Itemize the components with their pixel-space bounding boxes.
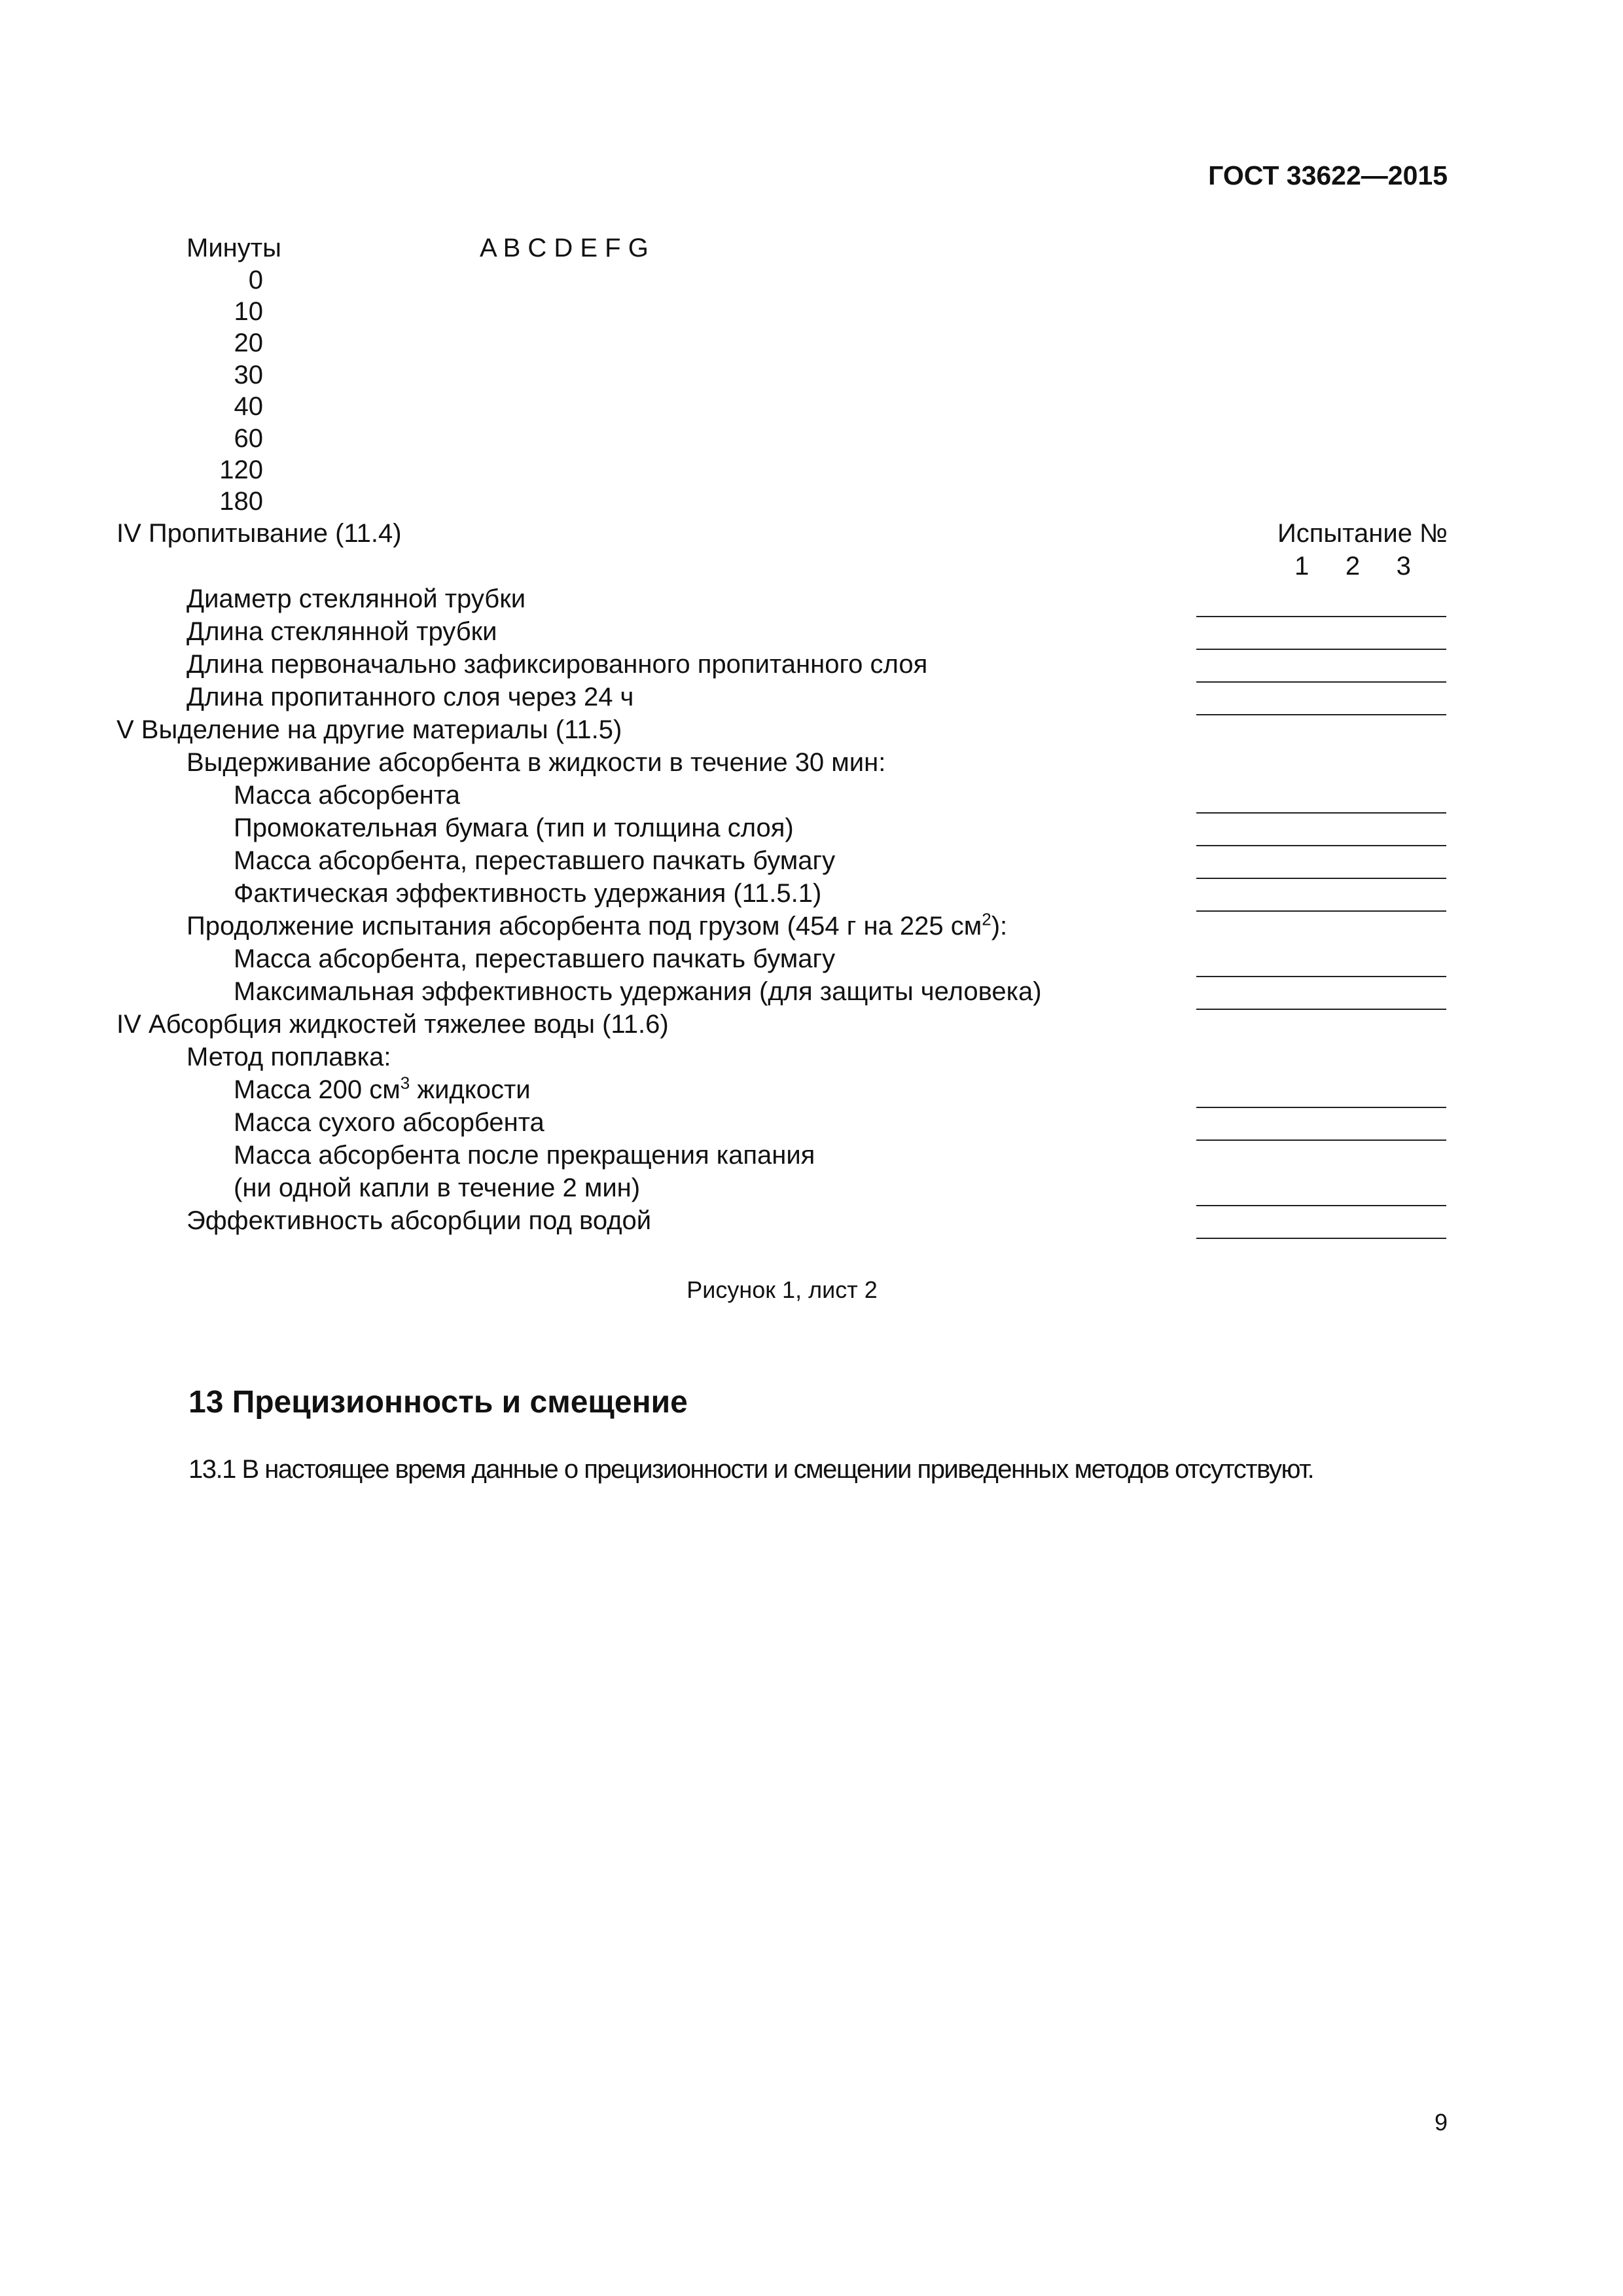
fill-line xyxy=(1196,649,1446,650)
form-row xyxy=(187,910,1007,942)
form-row-tail: жидкости xyxy=(410,1075,531,1104)
form-row: Фактическая эффективность удержания (11.5.1) xyxy=(234,879,822,908)
form-row: Масса абсорбента xyxy=(234,781,460,810)
page-number: 9 xyxy=(1434,2109,1448,2136)
minutes-value: 10 xyxy=(234,297,263,326)
form-row: Промокательная бумага (тип и толщина слоя) xyxy=(234,814,794,842)
fill-line xyxy=(1196,616,1446,617)
form-row: Длина стеклянной трубки xyxy=(187,617,497,646)
minutes-label: Минуты xyxy=(187,234,281,262)
section-title: 13 Прецизионность и смещение xyxy=(188,1385,688,1420)
fill-line xyxy=(1196,681,1446,683)
section-heading: V Выделение на другие материалы (11.5) xyxy=(116,715,622,744)
minutes-value: 120 xyxy=(219,456,263,484)
fill-line xyxy=(1196,910,1446,912)
fill-line xyxy=(1196,845,1446,846)
form-row xyxy=(234,1074,531,1105)
form-row: Максимальная эффективность удержания (для защиты человека) xyxy=(234,977,1042,1006)
section-paragraph: 13.1 В настоящее время данные о прецизионности и смещении приведенных методов отсутствуют. xyxy=(188,1455,1314,1484)
fill-line xyxy=(1196,976,1446,977)
form-row-text: Продолжение испытания абсорбента под грузом (454 г на 225 см xyxy=(187,912,982,941)
test-number-columns: 1 2 3 xyxy=(1294,552,1411,581)
form-row: Масса абсорбента после прекращения капания xyxy=(234,1141,815,1170)
superscript: 2 xyxy=(982,909,991,929)
minutes-value: 180 xyxy=(219,487,263,516)
superscript: 3 xyxy=(400,1073,410,1093)
minutes-value: 40 xyxy=(234,392,263,421)
form-row: Масса абсорбента, переставшего пачкать бумагу xyxy=(234,944,836,973)
form-row-text: Масса 200 см xyxy=(234,1075,401,1104)
fill-line xyxy=(1196,878,1446,879)
fill-line xyxy=(1196,1107,1446,1108)
fill-line xyxy=(1196,1139,1446,1141)
form-row: Масса сухого абсорбента xyxy=(234,1108,544,1137)
minutes-value: 30 xyxy=(234,361,263,389)
fill-line xyxy=(1196,1238,1446,1239)
section-heading: IV Пропитывание (11.4) xyxy=(116,519,402,548)
fill-line xyxy=(1196,1009,1446,1010)
minutes-value: 20 xyxy=(234,329,263,357)
fill-line xyxy=(1196,812,1446,814)
test-number-label: Испытание № xyxy=(1277,519,1448,548)
form-row: (ни одной капли в течение 2 мин) xyxy=(234,1174,641,1202)
form-row: Диаметр стеклянной трубки xyxy=(187,584,526,613)
form-row: Масса абсорбента, переставшего пачкать бумагу xyxy=(234,846,836,875)
form-row: Метод поплавка: xyxy=(187,1043,391,1071)
section-heading: IV Абсорбция жидкостей тяжелее воды (11.6) xyxy=(116,1010,669,1039)
fill-line xyxy=(1196,714,1446,715)
fill-line xyxy=(1196,1205,1446,1206)
minutes-columns: A B C D E F G xyxy=(480,234,649,262)
figure-caption: Рисунок 1, лист 2 xyxy=(687,1276,878,1303)
form-row: Длина первоначально зафиксированного пропитанного слоя xyxy=(187,650,928,679)
minutes-value: 60 xyxy=(234,424,263,453)
form-row: Длина пропитанного слоя через 24 ч xyxy=(187,683,634,711)
form-row-tail: ): xyxy=(991,912,1008,941)
form-row: Эффективность абсорбции под водой xyxy=(187,1206,652,1235)
minutes-value: 0 xyxy=(248,266,263,295)
document-header: ГОСТ 33622—2015 xyxy=(1208,160,1448,190)
form-row: Выдерживание абсорбента в жидкости в течение 30 мин: xyxy=(187,748,886,777)
